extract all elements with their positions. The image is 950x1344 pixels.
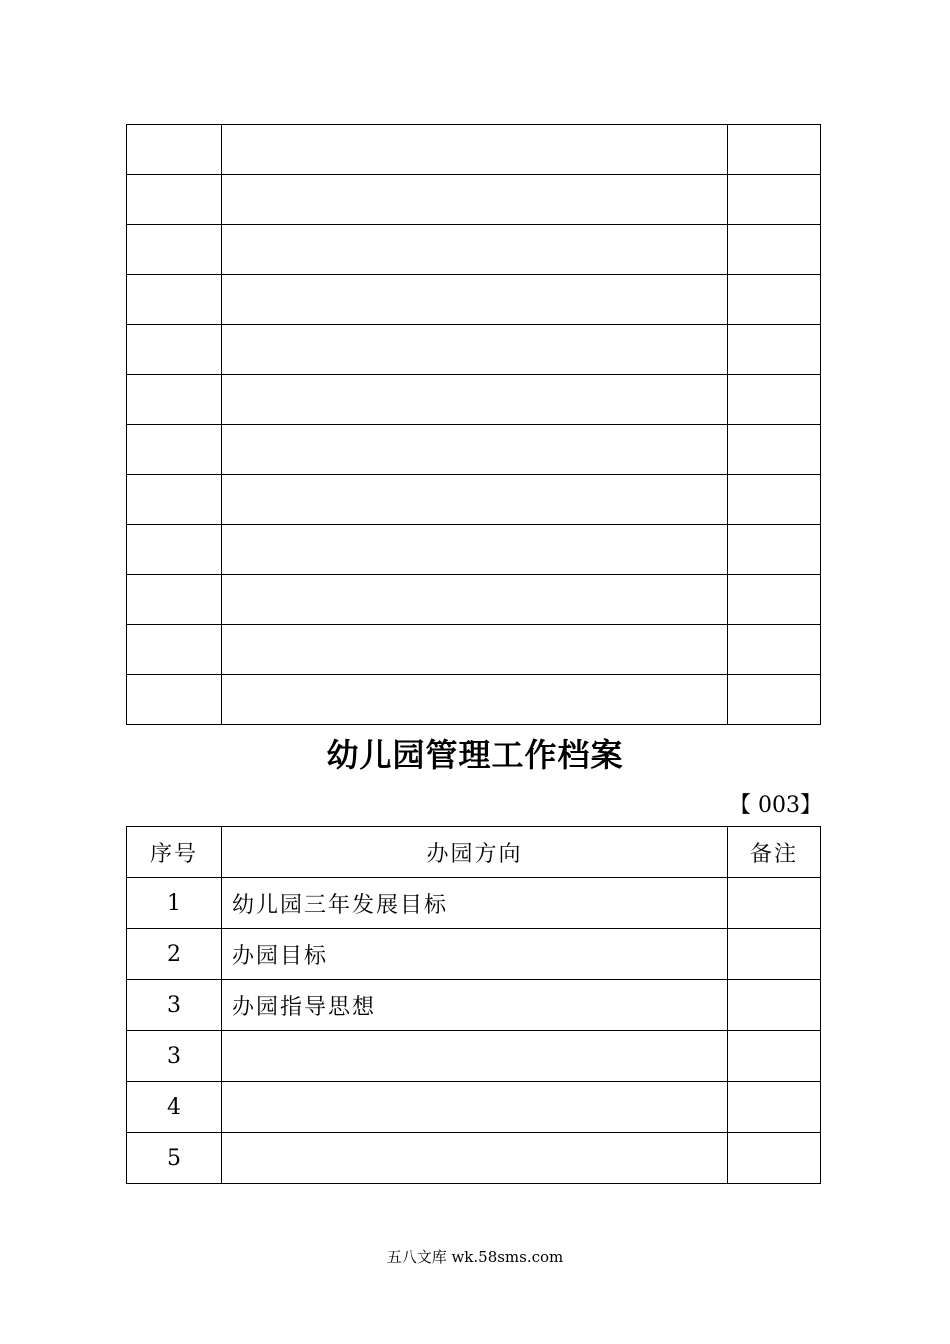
row-number: 2 — [127, 929, 222, 980]
blank-cell — [127, 475, 222, 525]
blank-row — [127, 375, 821, 425]
blank-cell — [728, 525, 821, 575]
page-title: 幼儿园管理工作档案 — [326, 736, 624, 774]
blank-row — [127, 675, 821, 725]
row-note — [728, 878, 821, 929]
blank-cell — [222, 425, 728, 475]
blank-row — [127, 325, 821, 375]
row-item: 幼儿园三年发展目标 — [222, 878, 728, 929]
row-note — [728, 929, 821, 980]
blank-cell — [127, 525, 222, 575]
blank-cell — [728, 425, 821, 475]
footer-watermark: 五八文库 wk.58sms.com — [386, 1248, 564, 1266]
blank-row — [127, 225, 821, 275]
table-row — [127, 1031, 821, 1082]
blank-table — [126, 124, 821, 725]
header-cell-item: 办园方向 — [222, 827, 728, 878]
blank-cell — [222, 675, 728, 725]
blank-cell — [222, 575, 728, 625]
blank-cell — [127, 225, 222, 275]
table-row — [127, 929, 821, 980]
blank-cell — [222, 125, 728, 175]
row-note — [728, 980, 821, 1031]
blank-cell — [728, 275, 821, 325]
blank-cell — [127, 125, 222, 175]
row-item — [222, 1031, 728, 1082]
blank-cell — [728, 225, 821, 275]
blank-row — [127, 275, 821, 325]
blank-row — [127, 625, 821, 675]
blank-cell — [728, 325, 821, 375]
blank-cell — [728, 575, 821, 625]
blank-cell — [222, 375, 728, 425]
blank-cell — [222, 325, 728, 375]
blank-cell — [728, 625, 821, 675]
row-item — [222, 1133, 728, 1184]
header-cell-number: 序号 — [127, 827, 222, 878]
blank-cell — [222, 275, 728, 325]
blank-cell — [127, 325, 222, 375]
blank-cell — [127, 625, 222, 675]
row-number: 1 — [127, 878, 222, 929]
row-number: 5 — [127, 1133, 222, 1184]
blank-cell — [728, 125, 821, 175]
blank-cell — [222, 175, 728, 225]
table-row — [127, 1082, 821, 1133]
row-note — [728, 1082, 821, 1133]
blank-cell — [127, 575, 222, 625]
table-row — [127, 980, 821, 1031]
row-note — [728, 1133, 821, 1184]
row-item: 办园目标 — [222, 929, 728, 980]
blank-cell — [222, 525, 728, 575]
document-code: 【 003】 — [729, 793, 822, 818]
blank-row — [127, 425, 821, 475]
row-item: 办园指导思想 — [222, 980, 728, 1031]
table-header-row — [127, 827, 821, 878]
row-note — [728, 1031, 821, 1082]
blank-cell — [127, 175, 222, 225]
table-row — [127, 878, 821, 929]
blank-row — [127, 575, 821, 625]
blank-cell — [127, 425, 222, 475]
blank-row — [127, 475, 821, 525]
blank-cell — [222, 475, 728, 525]
blank-cell — [728, 675, 821, 725]
blank-cell — [127, 675, 222, 725]
blank-cell — [728, 175, 821, 225]
header-cell-note: 备注 — [728, 827, 821, 878]
row-number: 3 — [127, 1031, 222, 1082]
blank-row — [127, 175, 821, 225]
table-row — [127, 1133, 821, 1184]
blank-cell — [728, 475, 821, 525]
blank-row — [127, 525, 821, 575]
blank-cell — [127, 375, 222, 425]
blank-cell — [222, 625, 728, 675]
blank-cell — [222, 225, 728, 275]
row-item — [222, 1082, 728, 1133]
blank-cell — [127, 275, 222, 325]
blank-cell — [728, 375, 821, 425]
row-number: 3 — [127, 980, 222, 1031]
row-number: 4 — [127, 1082, 222, 1133]
archive-table — [126, 826, 821, 1184]
blank-row — [127, 125, 821, 175]
